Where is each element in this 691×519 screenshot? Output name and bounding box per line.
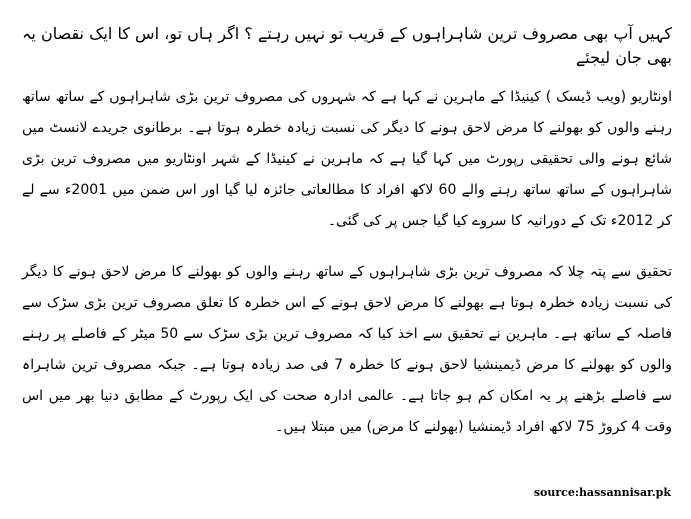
article-paragraph-1: اونٹاریو (ویب ڈیسک ) کینیڈا کے ماہرین نے کہا ہے کہ شہروں کی مصروف ترین بڑی شاہراہوں کے ساتھ ساتھ رہنے والوں کو بھولنے کا مرض لاحق ہونے کا دیگر کی نسبت زیادہ خطرہ ہوتا ہے۔ برطانوی جریدے لانسٹ میں شائع ہونے والی تحقیقی رپورٹ میں کہا گیا ہے کہ ماہرین نے کینیڈا کے شہر اونٹاریو میں مصروف ترین بڑی شاہراہوں کے ساتھ ساتھ رہنے والے 60 لاکھ افراد کا مطالعاتی جائزہ لیا گیا اور اس ضمن میں 2001ء سے لے کر 2012ء تک کے دورانیہ کا سروے کیا گیا جس پر کی گئی۔	[22, 89, 672, 229]
article-paragraph-2: تحقیق سے پتہ چلا کہ مصروف ترین بڑی شاہراہوں کے ساتھ رہنے والوں کو بھولنے کا مرض لاحق ہونے کا دیگر کی نسبت زیادہ خطرہ ہوتا ہے بھولنے کا مرض لاحق ہونے کے اس خطرہ کا تعلق مصروف ترین بڑی سڑک سے فاصلہ کے ساتھ ہے۔ ماہرین نے تحقیق سے اخذ کیا کہ مصروف ترین بڑی سڑک سے 50 میٹر کے فاصلے پر رہنے والوں کو بھولنے کا مرض ڈیمینشیا لاحق ہونے کا خطرہ 7 فی صد زیادہ ہوتا ہے۔ جبکہ مصروف ترین شاہراہ سے فاصلے بڑھنے پر یہ امکان کم ہو جاتا ہے۔ عالمی ادارہ صحت کی ایک رپورٹ کے مطابق دنیا بھر میں اس وقت 4 کروڑ 75 لاکھ افراد ڈیمنشیا (بھولنے کا مرض) میں مبتلا ہیں۔	[22, 264, 673, 435]
article	[22, 22, 672, 443]
source-credit: source:hassannisar.pk	[533, 486, 671, 499]
article-title: کہیں آپ بھی مصروف ترین شاہراہوں کے قریب تو نہیں رہتے ؟ اگر ہاں تو، اس کا ایک نقصان یہ بھی جان لیجئے	[22, 24, 672, 67]
